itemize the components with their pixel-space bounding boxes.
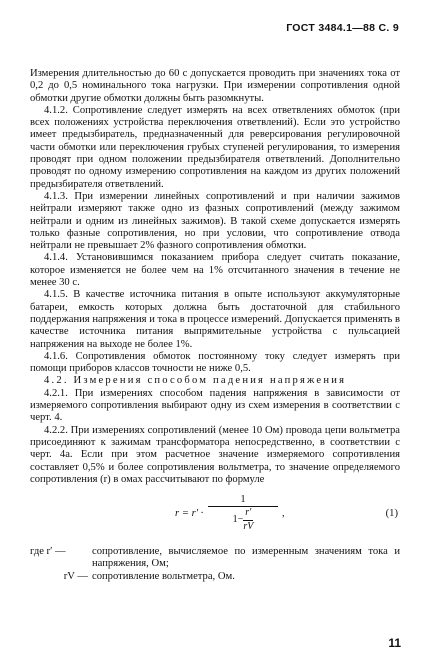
formula (30, 494, 400, 540)
paragraph: Измерения длительностью до 60 с допускается проводить при значениях тока от 0,2 до 0,5 номинального тока нагрузки. При измерении сопротивления одной обмотки другие обмотки должны быть разомкнуты. (30, 68, 400, 104)
formula-fraction (208, 494, 278, 533)
paragraph: 4.2.2. При измерениях сопротивлений (менее 10 Ом) провода цепи вольтметра присоединяют к зажимам трансформатора непосредственно, в соответствии с черт. 4а. Если при этом расчетное значение измеряемого сопротивления составляет 0,5% и более сопротивления вольтметра, то значение определяемого сопротивления (r) в омах рассчитывают по формуле (30, 424, 400, 485)
formula-den-prefix: 1− (232, 514, 244, 526)
where-row (30, 571, 400, 583)
formula-lhs: r = r′ · (175, 508, 204, 520)
paragraph: 4.1.5. В качестве источника питания в опыте используют аккумуляторные батареи, емкость которых должна быть достаточной для стабильного поддержания напряжения и тока в процессе измерений. Допускается применять в качестве источника питания выпрямительные устройства с пульсацией напряжения на выходе не более 1%. (30, 289, 400, 350)
where-text: сопротивление вольтметра, Ом. (92, 570, 235, 582)
paragraph: 4.1.3. При измерении линейных сопротивлений и при наличии зажимов нейтрали измеряют также одно из фазных сопротивлений (между зажимом нейтрали и одним из линейных зажимов). В такой схеме допускается измерять только фазные сопротивления, но при условии, что сопротивление отвода нейтрали не превышает 2% фазного сопротивления обмотки. (30, 190, 400, 252)
where-row (30, 546, 400, 571)
page-header: ГОСТ 3484.1—88 С. 9 (286, 22, 399, 34)
paragraph: 4.2.1. При измерениях способом падения напряжения в зависимости от измеряемого сопротивления выбирают одну из схем измерения в соответствии с черт. 4. (30, 387, 400, 424)
paragraph: 4.1.4. Установившимся показанием прибора следует считать показание, которое изменяется не более чем на 1% отсчитанного значения в течение не менее 30 с. (30, 252, 400, 289)
where-label: где r′ — (30, 546, 66, 558)
where-block (30, 546, 400, 583)
formula-inner-num: r′ (243, 507, 253, 520)
where-text: сопротивление, вычисляемое по измеренным значениям тока и напряжения, Ом; (92, 546, 400, 570)
paragraph: 4.1.2. Сопротивление следует измерять на всех ответвлениях обмоток (при всех положениях устройства переключения ответвлений). Если это устройство имеет предызбиратель, предназначенный для реверсирования регулировочной части обмотки или переключения грубых ступеней регулирования, то измерения проводят при одном положении предызбирателя ответвлений. Дополнительно проводят по одному измерению сопротивления на каждом из других положений предызбирателя ответвлений. (30, 104, 400, 190)
section-heading: 4.2. Измерения способом падения напряжения (44, 375, 347, 387)
formula-denominator (208, 507, 278, 533)
page-number: 11 (388, 636, 401, 650)
formula-number: (1) (385, 508, 398, 520)
formula-tail: , (282, 508, 285, 520)
formula-numerator: 1 (208, 494, 278, 507)
formula-inner-den: rV (243, 520, 254, 532)
document-body (30, 68, 400, 583)
paragraph: 4.1.6. Сопротивления обмоток постоянному току следует измерять при помощи приборов классов точности не ниже 0,5. (30, 350, 400, 375)
where-label: rV — (63, 570, 88, 582)
